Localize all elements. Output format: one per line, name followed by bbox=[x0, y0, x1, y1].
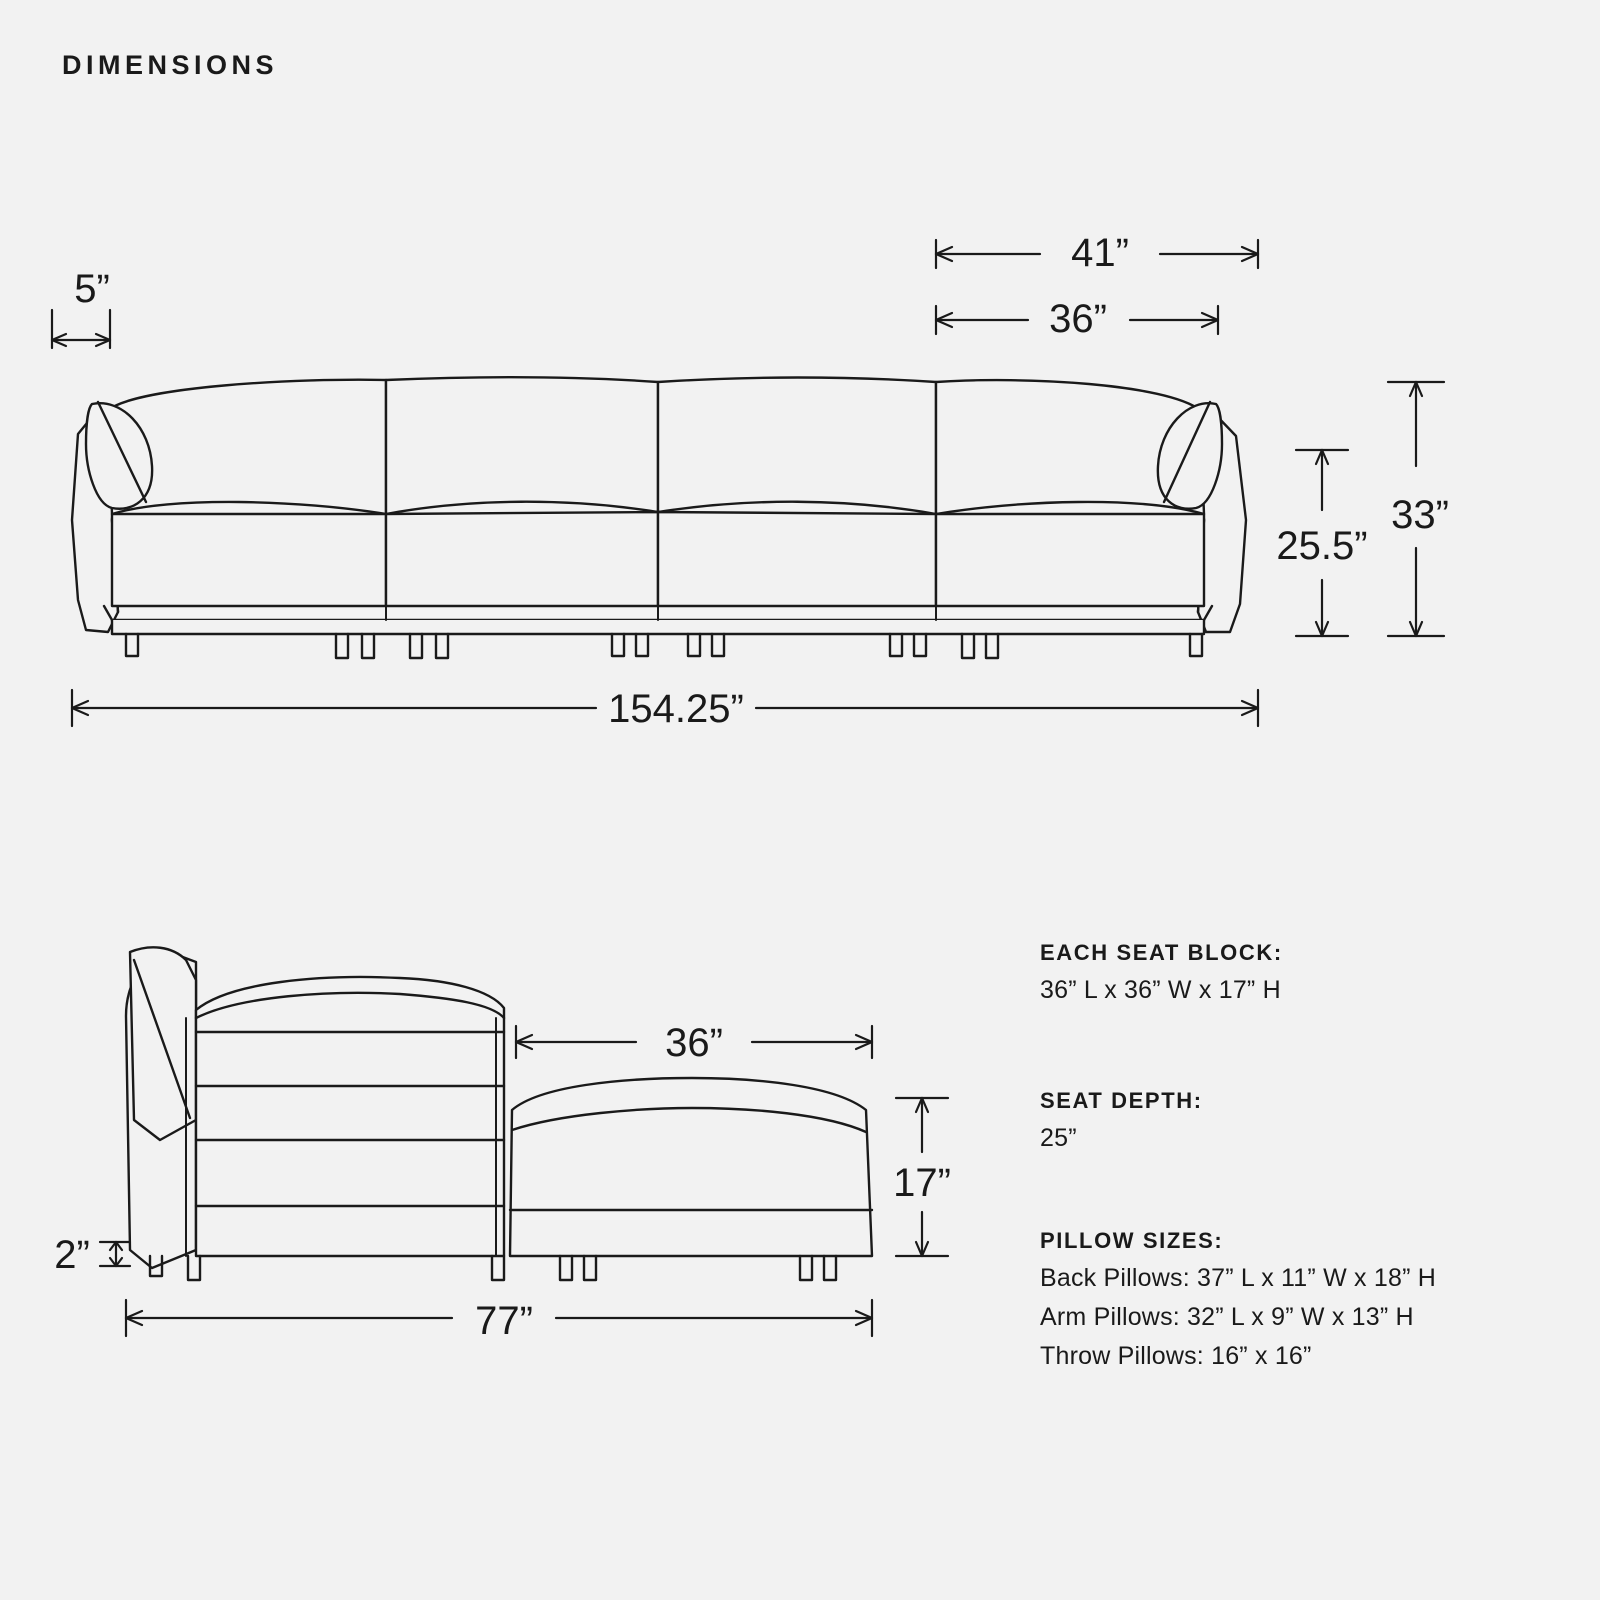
label-154-25in: 154.25” bbox=[608, 687, 744, 731]
spec-pillow-sizes bbox=[1040, 1228, 1436, 1381]
label-5in: 5” bbox=[74, 267, 110, 311]
front-view-sofa bbox=[72, 377, 1246, 658]
spec-pillow-arm: Arm Pillows: 32” L x 9” W x 13” H bbox=[1040, 1303, 1414, 1331]
spec-seat-block bbox=[1040, 940, 1283, 1015]
spec-pillow-throw: Throw Pillows: 16” x 16” bbox=[1040, 1342, 1312, 1370]
label-77in: 77” bbox=[475, 1299, 533, 1343]
spec-seat-depth-heading: SEAT DEPTH: bbox=[1040, 1088, 1203, 1113]
label-41in: 41” bbox=[1071, 231, 1129, 275]
side-view-sofa bbox=[126, 947, 872, 1280]
spec-seat-block-heading: EACH SEAT BLOCK: bbox=[1040, 940, 1283, 965]
label-25-5in: 25.5” bbox=[1276, 524, 1368, 568]
spec-pillow-back: Back Pillows: 37” L x 11” W x 18” H bbox=[1040, 1264, 1437, 1292]
label-36in-front: 36” bbox=[1049, 297, 1107, 341]
spec-seat-depth-value: 25” bbox=[1040, 1124, 1077, 1152]
spec-seat-block-value: 36” L x 36” W x 17” H bbox=[1040, 976, 1281, 1004]
label-33in: 33” bbox=[1391, 493, 1449, 537]
page-title: DIMENSIONS bbox=[62, 50, 279, 80]
label-17in: 17” bbox=[893, 1161, 951, 1205]
spec-pillow-heading: PILLOW SIZES: bbox=[1040, 1228, 1224, 1253]
label-36in-side: 36” bbox=[665, 1021, 723, 1065]
spec-seat-depth bbox=[1040, 1088, 1203, 1163]
label-2in: 2” bbox=[54, 1233, 90, 1277]
